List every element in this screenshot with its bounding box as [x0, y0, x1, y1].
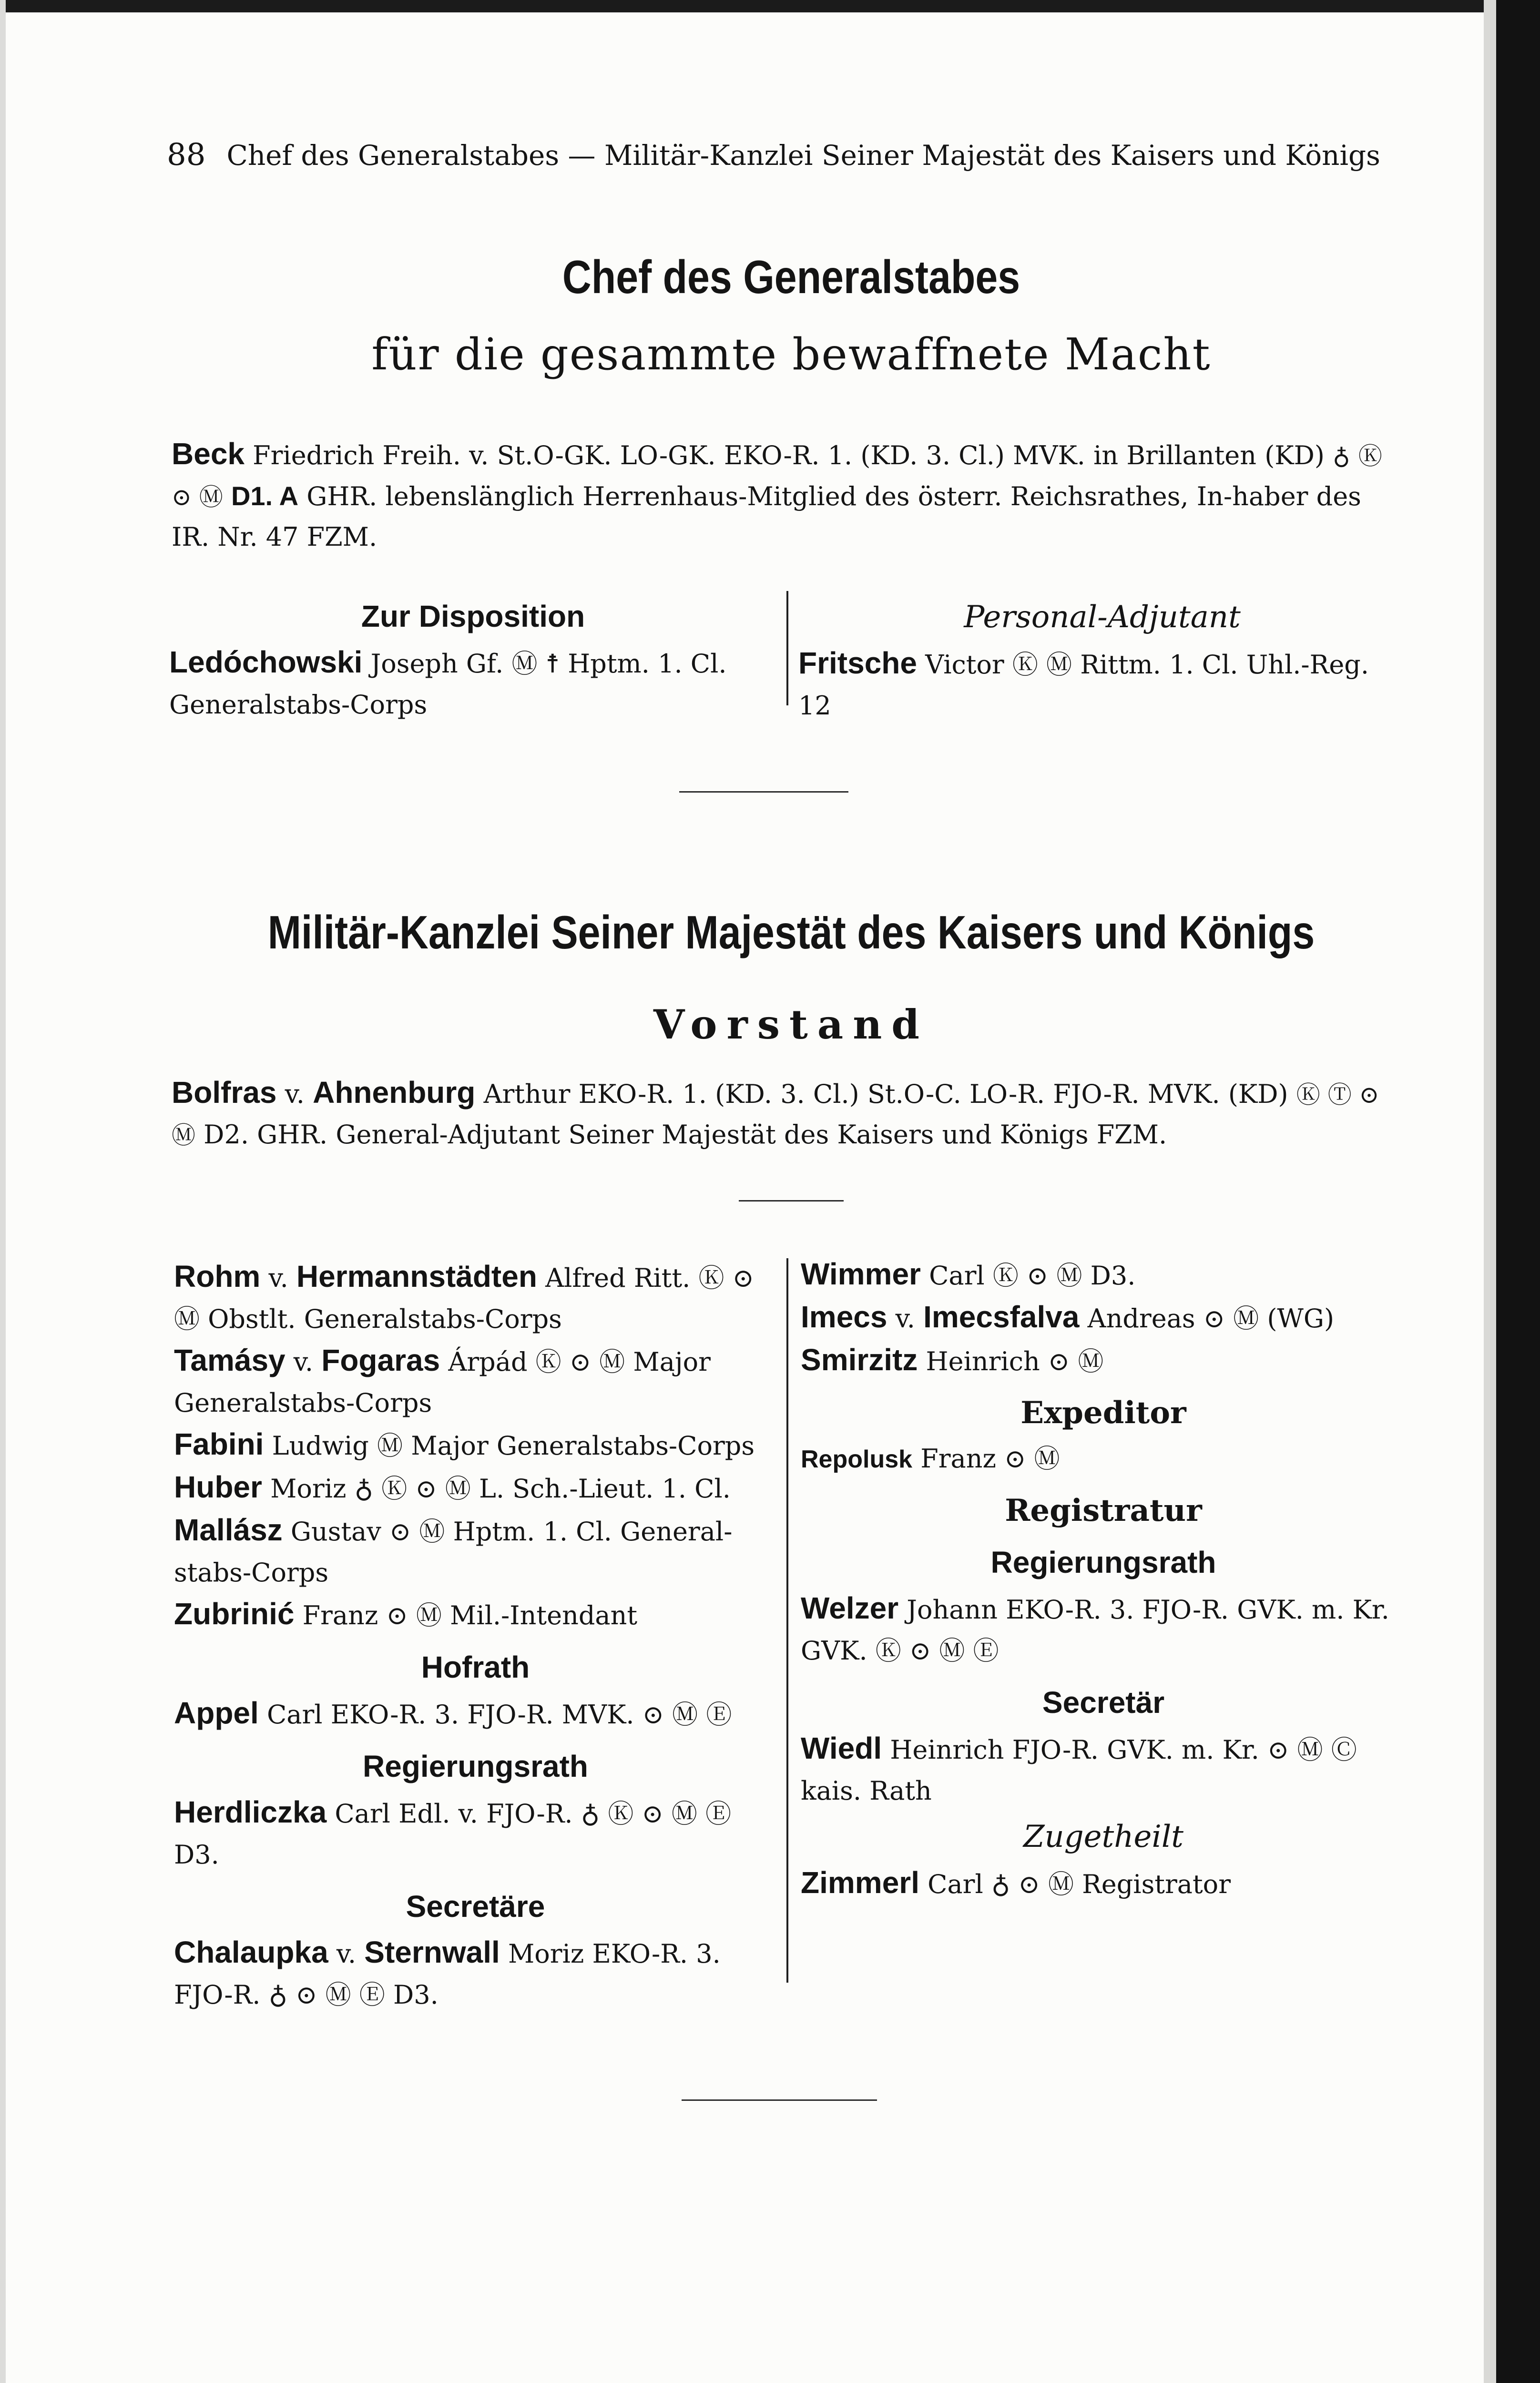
entry-text: Franz ⊙ Ⓜ Mil.-Intendant [302, 1600, 638, 1630]
entry-smirzitz [801, 1339, 1406, 1382]
entry-huber [174, 1466, 777, 1509]
entry-text: Carl Edl. v. FJO-R. ♁ Ⓚ ⊙ Ⓜ Ⓔ D3. [174, 1799, 732, 1870]
entry-mallasz [174, 1509, 777, 1593]
entry-name: Welzer [801, 1591, 899, 1625]
entry-ledochowski [169, 642, 777, 725]
entry-zimmerl [801, 1862, 1406, 1905]
scan-right-shadow [1484, 0, 1496, 2383]
entry-text: Victor Ⓚ Ⓜ Rittm. 1. Cl. Uhl.-Reg. 12 [798, 650, 1369, 721]
entry-name-2: Imecsfalva [923, 1300, 1080, 1334]
heading-zur-disposition: Zur Disposition [361, 599, 585, 633]
entry-fritsche [798, 642, 1406, 726]
heading-secretaer: Secretär [1042, 1685, 1165, 1720]
heading-expeditor: Expeditor [1020, 1395, 1186, 1431]
heading-vorstand: Vorstand [653, 1001, 929, 1048]
entry-name-2: Fogaras [321, 1343, 440, 1377]
entry-text: Moriz ♁ Ⓚ ⊙ Ⓜ L. Sch.-Lieut. 1. Cl. [270, 1474, 731, 1504]
entry-name: Repolusk [801, 1446, 913, 1473]
entry-text: Ludwig Ⓜ Major Generalstabs-Corps [272, 1431, 755, 1461]
running-header [167, 137, 1380, 173]
decoration-symbols-icon: Ⓚ Ⓣ ⊙ Ⓜ [172, 1081, 1379, 1149]
entry-name: Herdliczka [174, 1795, 327, 1829]
entry-welzer [801, 1588, 1406, 1671]
section-subtitle: für die gesammte bewaffnete Macht [371, 329, 1211, 380]
entry-name: Rohm [174, 1259, 261, 1293]
entry-prep: v. [336, 1939, 357, 1969]
heading-regierungsrath: Regierungsrath [363, 1749, 588, 1783]
heading-secretaere: Secretäre [406, 1889, 545, 1924]
entry-name: Fabini [174, 1427, 264, 1461]
entry-text: Heinrich FJO-R. GVK. m. Kr. ⊙ Ⓜ Ⓒ kais. Rath [801, 1735, 1357, 1806]
entry-name: Zubrinić [174, 1597, 295, 1631]
entry-name: Imecs [801, 1300, 887, 1334]
entry-text: Andreas ⊙ Ⓜ (WG) [1087, 1304, 1335, 1334]
entry-name-2: Hermannstädten [296, 1259, 537, 1293]
entry-text: Carl ♁ ⊙ Ⓜ Registrator [928, 1869, 1231, 1899]
kanzlei-left-column [174, 1256, 777, 2016]
entry-zubrinic [174, 1593, 777, 1636]
section-divider [679, 791, 848, 793]
entry-herdliczka [174, 1792, 777, 1875]
chief-entry-bolfras [172, 1072, 1406, 1155]
entry-text: Carl EKO-R. 3. FJO-R. MVK. ⊙ Ⓜ Ⓔ [266, 1700, 732, 1730]
heading-personal-adjutant: Personal-Adjutant [964, 600, 1241, 635]
entry-text: GHR. lebenslänglich Herrenhaus-Mitglied des österr. Reichsrathes, In-haber des IR. Nr. 47 FZM. [172, 481, 1361, 552]
entry-prep: v. [285, 1079, 305, 1109]
entry-name: Mallász [174, 1513, 283, 1547]
entry-prep: v. [895, 1304, 915, 1334]
scan-top-edge [0, 0, 1540, 12]
adjutant-column [798, 585, 1406, 726]
entry-text: Johann EKO-R. 3. FJO-R. GVK. m. Kr. GVK. Ⓚ ⊙ Ⓜ Ⓔ [801, 1595, 1389, 1666]
chief-entry-beck [172, 434, 1406, 557]
heading-hofrath: Hofrath [421, 1650, 530, 1684]
entry-name: Ledóchowski [169, 645, 363, 679]
entry-wimmer [801, 1253, 1406, 1296]
entry-text: Franz ⊙ Ⓜ [920, 1444, 1060, 1474]
heading-zugetheilt: Zugetheilt [1023, 1819, 1183, 1854]
entry-name: Appel [174, 1696, 259, 1730]
column-divider [786, 591, 788, 705]
heading-registratur: Registratur [1005, 1493, 1202, 1528]
entry-name: Chalaupka [174, 1935, 328, 1969]
kanzlei-right-column [801, 1253, 1406, 1905]
order-symbol-icon: ♁ [1333, 442, 1350, 470]
column-divider [786, 1258, 788, 1983]
entry-name: Tamásy [174, 1343, 286, 1377]
entry-prep: v. [268, 1263, 288, 1293]
entry-chalaupka [174, 1932, 777, 2016]
entry-text: D2. GHR. General-Adjutant Seiner Majestät des Kaisers und Königs FZM. [204, 1120, 1167, 1150]
entry-name: Wiedl [801, 1731, 882, 1765]
entry-name: Fritsche [798, 646, 917, 680]
section-divider [682, 2099, 877, 2101]
entry-name: Zimmerl [801, 1865, 919, 1900]
entry-fabini [174, 1424, 777, 1466]
entry-text: Friedrich Freih. v. St.O-GK. LO-GK. EKO-R. 1. (KD. 3. Cl.) MVK. in Brillanten (KD) [253, 440, 1325, 470]
entry-wiedl [801, 1728, 1406, 1812]
scan-right-edge [1496, 0, 1540, 2383]
entry-tamasy [174, 1340, 777, 1424]
entry-name: Beck [172, 437, 245, 471]
running-title: Chef des Generalstabes — Militär-Kanzlei Seiner Majestät des Kaisers und Königs [226, 139, 1380, 172]
entry-name-2: Ahnenburg [313, 1075, 476, 1110]
entry-name: Wimmer [801, 1257, 921, 1291]
decoration-symbols-icon: Ⓚ ⊙ Ⓜ [172, 442, 1382, 511]
entry-name: Huber [174, 1470, 262, 1504]
entry-text: Gustav ⊙ Ⓜ Hptm. 1. Cl. General-stabs-Corps [174, 1517, 733, 1588]
scan-left-edge [0, 0, 6, 2383]
section-divider [739, 1200, 844, 1202]
heading-regierungsrath: Regierungsrath [990, 1545, 1216, 1579]
section-title-militaer-kanzlei: Militär-Kanzlei Seiner Majestät des Kaisers und Königs [267, 906, 1315, 958]
entry-prep: v. [293, 1347, 314, 1377]
entry-text: Árpád Ⓚ ⊙ Ⓜ Major Generalstabs-Corps [174, 1347, 711, 1418]
entry-name-2: Sternwall [364, 1935, 500, 1969]
section-title-chef: Chef des Generalstabes [562, 251, 1020, 303]
page-number: 88 [167, 137, 206, 173]
entry-appel [174, 1692, 777, 1735]
entry-imecs [801, 1296, 1406, 1339]
entry-text: Moriz EKO-R. 3. FJO-R. ♁ ⊙ Ⓜ Ⓔ D3. [174, 1939, 721, 2010]
disposition-column [169, 585, 777, 725]
entry-name: Bolfras [172, 1075, 277, 1110]
entry-text-bold: D1. A [231, 481, 299, 511]
entry-repolusk [801, 1438, 1406, 1480]
entry-text: Alfred Ritt. Ⓚ ⊙ Ⓜ Obstlt. Generalstabs-Corps [174, 1263, 754, 1334]
entry-text: Heinrich ⊙ Ⓜ [926, 1346, 1104, 1376]
entry-text: Arthur EKO-R. 1. (KD. 3. Cl.) St.O-C. LO-R. FJO-R. MVK. (KD) [483, 1079, 1288, 1109]
entry-text: Carl Ⓚ ⊙ Ⓜ D3. [929, 1261, 1136, 1291]
entry-name: Smirzitz [801, 1343, 918, 1377]
entry-text: Joseph Gf. Ⓜ ☨ Hptm. 1. Cl. Generalstabs-Corps [169, 649, 727, 720]
entry-rohm [174, 1256, 777, 1340]
